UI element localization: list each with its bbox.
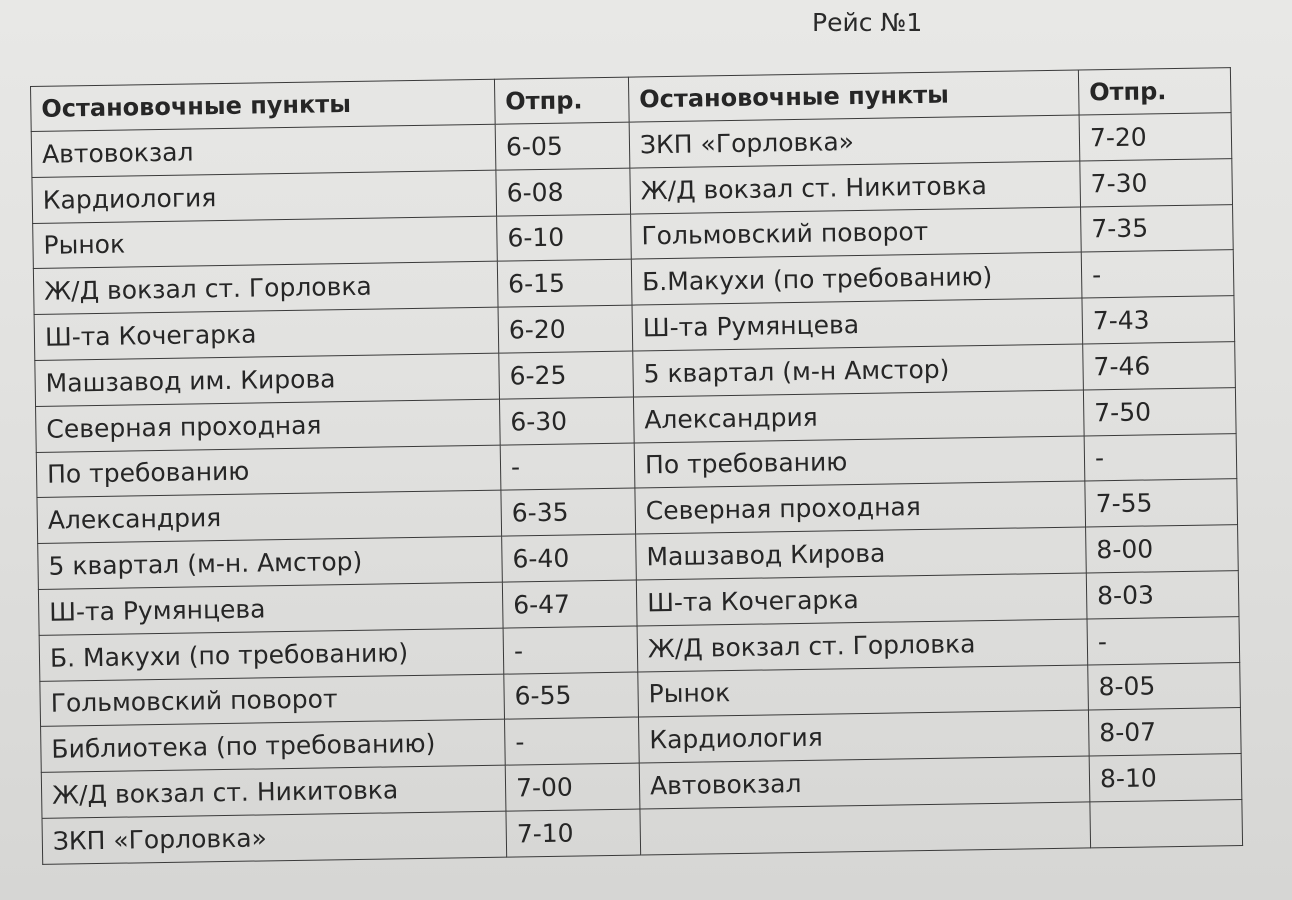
stop-return: Машзавод Кирова [636, 527, 1087, 580]
time-outbound: 6-20 [498, 305, 633, 353]
time-outbound: - [500, 443, 635, 491]
header-stops-outbound: Остановочные пункты [31, 79, 496, 131]
time-return: - [1087, 616, 1240, 664]
time-outbound: 6-30 [499, 397, 634, 445]
time-outbound: 6-10 [497, 214, 632, 262]
stop-outbound: Ж/Д вокзал ст. Горловка [33, 262, 498, 315]
time-outbound: 6-08 [496, 168, 631, 216]
stop-outbound: Ж/Д вокзал ст. Никитовка [41, 765, 506, 818]
stop-outbound: Автовокзал [31, 124, 496, 177]
time-return: 8-05 [1088, 662, 1241, 710]
time-return: 7-50 [1083, 387, 1236, 435]
time-return: 7-20 [1079, 113, 1232, 161]
time-return: - [1081, 250, 1234, 298]
stop-return: Гольмовский поворот [631, 207, 1082, 260]
stop-outbound: Библиотека (по требованию) [41, 719, 506, 772]
stop-return [640, 802, 1091, 855]
stop-outbound: Гольмовский поворот [40, 674, 505, 727]
header-departure-outbound: Отпр. [494, 77, 629, 124]
stop-return: Автовокзал [639, 756, 1090, 809]
time-outbound: 7-00 [505, 763, 640, 811]
stop-outbound: По требованию [36, 445, 501, 498]
stop-return: Кардиология [638, 710, 1089, 763]
stop-return: По требованию [634, 436, 1085, 489]
time-outbound: 6-35 [501, 488, 636, 536]
time-outbound: 6-47 [502, 580, 637, 628]
header-departure-return: Отпр. [1078, 68, 1231, 115]
time-outbound: - [505, 717, 640, 765]
time-outbound: 6-25 [499, 351, 634, 399]
time-return: 8-07 [1088, 708, 1241, 756]
stop-outbound: Рынок [33, 216, 498, 269]
time-return: 7-46 [1083, 342, 1236, 390]
time-return: 8-00 [1086, 525, 1239, 573]
stop-outbound: Кардиология [32, 170, 497, 223]
stop-return: Северная проходная [635, 481, 1086, 534]
stop-outbound: Александрия [37, 491, 502, 544]
time-outbound: 7-10 [506, 809, 641, 857]
schedule-table [30, 67, 1243, 865]
time-return: - [1084, 433, 1237, 481]
time-return: 8-03 [1086, 571, 1239, 619]
stop-return: Ш-та Кочегарка [636, 573, 1087, 626]
time-outbound: 6-05 [495, 122, 630, 170]
time-outbound: 6-55 [504, 672, 639, 720]
stop-return: Б.Макухи (по требованию) [631, 252, 1082, 305]
time-return [1090, 800, 1243, 848]
schedule-sheet [30, 67, 1242, 872]
header-stops-return: Остановочные пункты [628, 70, 1079, 122]
trip-title: Рейс №1 [812, 8, 923, 37]
stop-return: Александрия [633, 390, 1084, 443]
stop-outbound: Машзавод им. Кирова [35, 353, 500, 406]
time-return: 8-10 [1089, 754, 1242, 802]
time-return: 7-30 [1080, 158, 1233, 206]
stop-return: ЗКП «Горловка» [629, 115, 1080, 168]
stop-return: Рынок [638, 665, 1089, 718]
stop-outbound: Ш-та Румянцева [38, 582, 503, 635]
stop-return: Ш-та Румянцева [632, 298, 1083, 351]
time-return: 7-35 [1081, 204, 1234, 252]
time-return: 7-43 [1082, 296, 1235, 344]
time-outbound: 6-40 [502, 534, 637, 582]
stop-outbound: Б. Макухи (по требованию) [39, 628, 504, 681]
stop-return: Ж/Д вокзал ст. Никитовка [630, 161, 1081, 214]
stop-outbound: ЗКП «Горловка» [42, 811, 507, 864]
time-outbound: - [503, 626, 638, 674]
stop-outbound: Северная проходная [36, 399, 501, 452]
stop-outbound: 5 квартал (м-н. Амстор) [38, 536, 503, 589]
stop-return: 5 квартал (м-н Амстор) [633, 344, 1084, 397]
stop-return: Ж/Д вокзал ст. Горловка [637, 619, 1088, 672]
time-return: 7-55 [1085, 479, 1238, 527]
stop-outbound: Ш-та Кочегарка [34, 307, 499, 360]
time-outbound: 6-15 [497, 259, 632, 307]
